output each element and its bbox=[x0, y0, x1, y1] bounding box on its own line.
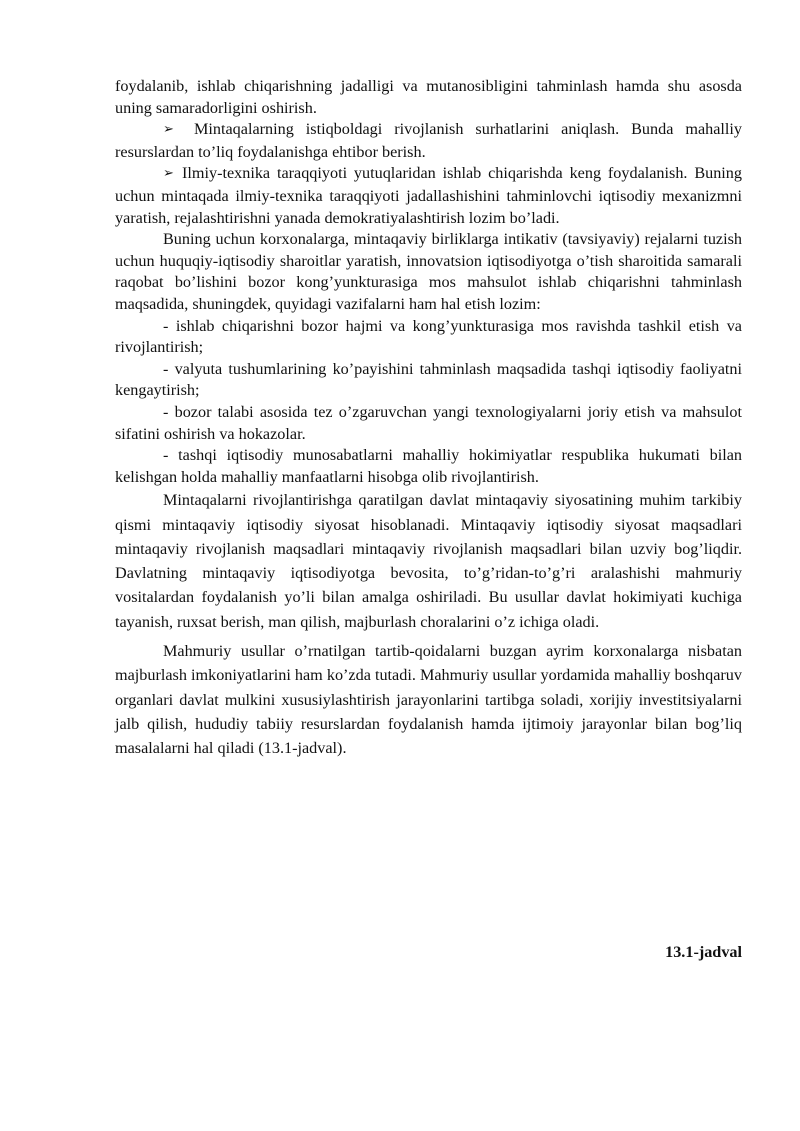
paragraph: foydalanib, ishlab chiqarishning jadalligi va mutanosibligini tahminlash hamda shu asosda uning samaradorligini oshirish. bbox=[115, 77, 742, 117]
arrow-bullet-icon: ➢ bbox=[163, 122, 174, 138]
paragraph-group-tight bbox=[115, 76, 742, 488]
list-item: - tashqi iqtisodiy munosabatlarni mahalliy hokimiyatlar respublika hukumati bilan kelishgan holda mahalliy manfaatlarni hisobga olib rivojlantirish. bbox=[115, 446, 742, 486]
list-item: - bozor talabi asosida tez o’zgaruvchan yangi texnologiyalarni joriy etish va mahsulot sifatini oshirish va hokazolar. bbox=[115, 402, 742, 443]
arrow-bullet-icon: ➢ bbox=[163, 166, 174, 182]
document-body bbox=[115, 76, 742, 761]
paragraph: Mahmuriy usullar o’rnatilgan tartib-qoidalarni buzgan ayrim korxonalarga nisbatan majburlash imkoniyatlarini ham ko’zda tutadi. Mahmuriy usullar yordamida mahalliy boshqaruv organlari davlat mulkini xususiylashtirish jarayonlarini tartibga soladi, xorijiy investitsiyalarni jalb qilish, hududiy tabiiy resurslardan foydalanish hamda ijtimoiy jarayonlar bilan bog’liq masalalarni hal qiladi (13.1-jadval). bbox=[115, 642, 742, 758]
bullet-paragraph bbox=[115, 163, 742, 229]
paragraph: Mintaqalarni rivojlantirishga qaratilgan davlat mintaqaviy siyosatining muhim tarkibiy qismi mintaqaviy iqtisodiy siyosat hisoblanadi. Mintaqaviy iqtisodiy siyosat maqsadlari mintaqaviy rivojlanish maqsadlari mintaqaviy rivojlanish maqsadlari bilan uzviy bog’liqdir. Davlatning mintaqaviy iqtisodiyotga bevosita, to’g’ridan-to’g’ri aralashishi mahmuriy vositalardan foydalanish yo’li bilan amalga oshiriladi. Bu usullar davlat hokimiyati kuchiga tayanish, ruxsat berish, man qilish, majburlash choralarini o’z ichiga oladi. bbox=[115, 491, 742, 631]
table-caption: 13.1-jadval bbox=[665, 943, 742, 961]
bullet-text: Ilmiy-texnika taraqqiyoti yutuqlaridan ishlab chiqarishda keng foydalanish. Buning uchun mintaqada ilmiy-texnika taraqqiyoti jadallashishini tahminlovchi iqtisodiy mexanizmni yaratish, rejalashtirishni yanada demokratiyalashtirish lozim bo’ladi. bbox=[115, 164, 742, 227]
bullet-paragraph bbox=[115, 119, 742, 163]
paragraph: Buning uchun korxonalarga, mintaqaviy birliklarga intikativ (tavsiyaviy) rejalarni tuzish uchun huquqiy-iqtisodiy sharoitlar yaratish, innovatsion iqtisodiyotga o’tish sharoitida samarali raqobat bo’lishini bozor kong’yunkturasiga mos mahsulot ishlab chiqarishni tahminlash maqsadida, shuningdek, quyidagi vazifalarni ham hal etish lozim: bbox=[115, 230, 742, 313]
bullet-text: Mintaqalarning istiqboldagi rivojlanish surhatlarini aniqlash. Bunda mahalliy resurslardan to’liq foydalanishga ehtibor berish. bbox=[115, 120, 743, 161]
list-item: - valyuta tushumlarining ko’payishini tahminlash maqsadida tashqi iqtisodiy faoliyatni kengaytirish; bbox=[115, 359, 742, 400]
paragraph-group-loose bbox=[115, 488, 742, 760]
list-item: - ishlab chiqarishni bozor hajmi va kong’yunkturasiga mos ravishda tashkil etish va rivojlantirish; bbox=[115, 316, 742, 357]
